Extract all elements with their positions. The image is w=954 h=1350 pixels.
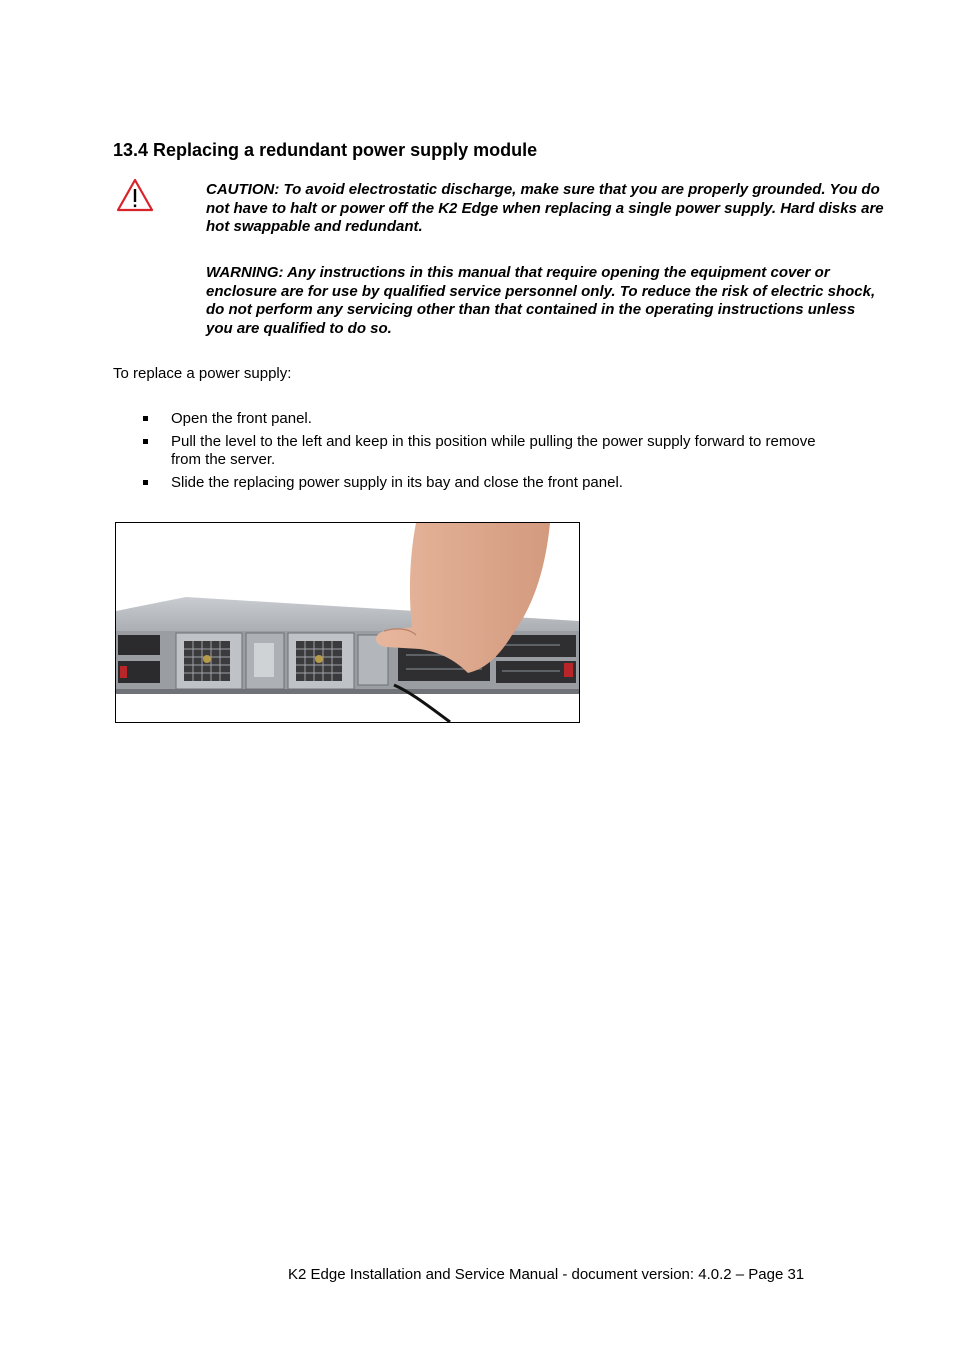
intro-text: To replace a power supply: (113, 365, 292, 382)
server-illustration (116, 523, 579, 722)
list-item (113, 433, 833, 469)
warning-triangle-icon (116, 178, 154, 212)
list-item (113, 474, 833, 492)
bullet-icon (143, 439, 148, 444)
power-supply-photo (115, 522, 580, 723)
list-item (113, 410, 833, 428)
bullet-icon (143, 480, 148, 485)
section-heading: 13.4 Replacing a redundant power supply module (113, 140, 538, 160)
step-text: Pull the level to the left and keep in this position while pulling the power supply forward to remove from the server. (171, 433, 816, 468)
bullet-icon (143, 416, 148, 421)
caution-notice: CAUTION: To avoid electrostatic discharge, make sure that you are properly grounded. You do not have to halt or power off the K2 Edge when replacing a single power supply. Hard disks are hot swappable and redundant. (206, 181, 884, 235)
warning-notice: WARNING: Any instructions in this manual that require opening the equipment cover or enclosure are for use by qualified service personnel only. To reduce the risk of electric shock, do not perform any servicing other than that contained in the operating instructions unless you are qualified to do so. (206, 264, 876, 337)
step-text: Open the front panel. (171, 410, 312, 427)
step-text: Slide the replacing power supply in its bay and close the front panel. (171, 474, 623, 491)
page-footer: K2 Edge Installation and Service Manual - document version: 4.0.2 – Page 31 (288, 1266, 805, 1283)
steps-list (113, 410, 833, 497)
